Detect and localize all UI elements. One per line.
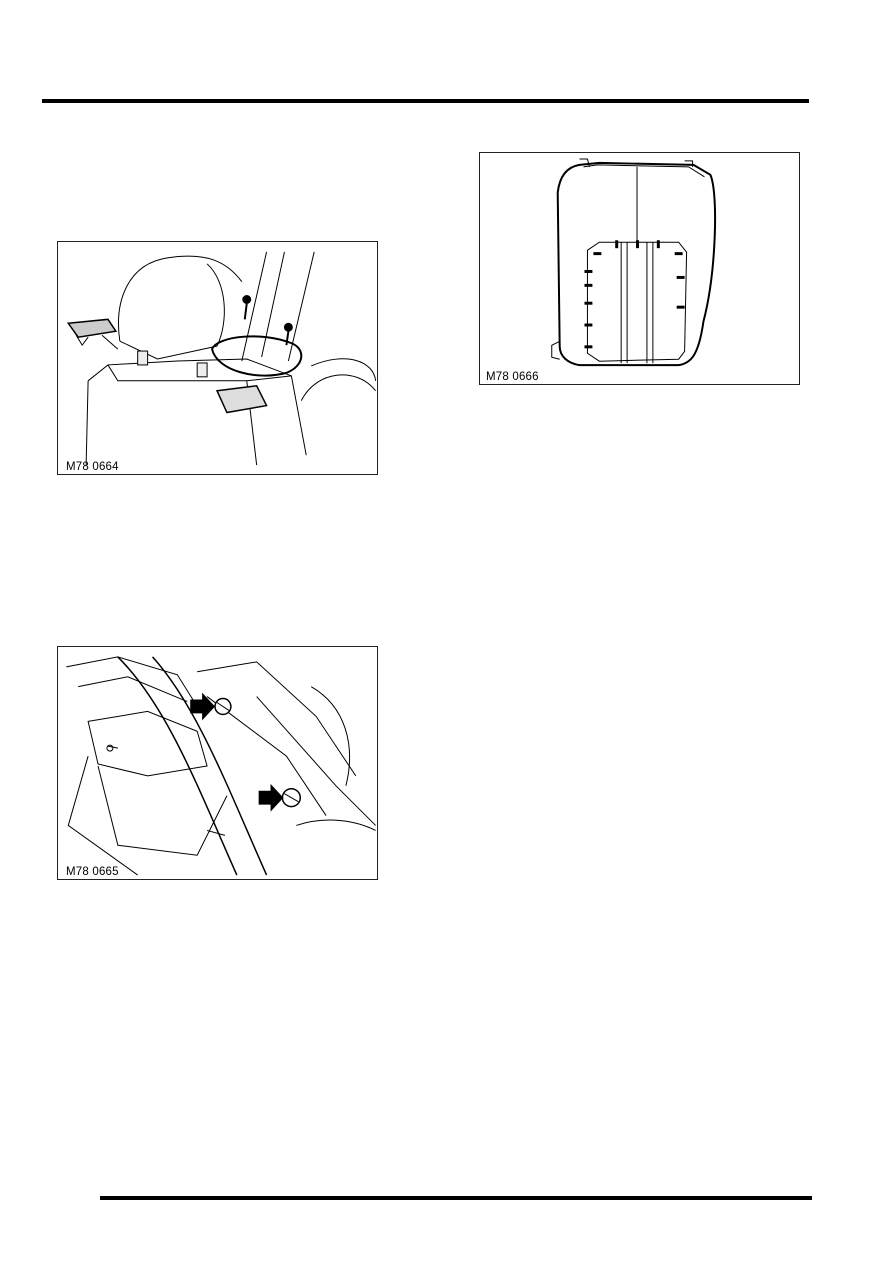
figure-m78-0666 <box>479 152 800 385</box>
figure-m78-0664 <box>57 241 378 475</box>
figure-m78-0665 <box>57 646 378 880</box>
figure-caption: M78 0665 <box>66 866 119 878</box>
headrest-illustration <box>58 242 377 474</box>
seat-back-fixings-illustration <box>58 647 377 879</box>
header-rule <box>42 99 809 103</box>
footer-rule <box>100 1196 812 1200</box>
figure-caption: M78 0666 <box>486 371 539 383</box>
seat-back-cover-illustration <box>480 153 799 384</box>
figure-caption: M78 0664 <box>66 461 119 473</box>
